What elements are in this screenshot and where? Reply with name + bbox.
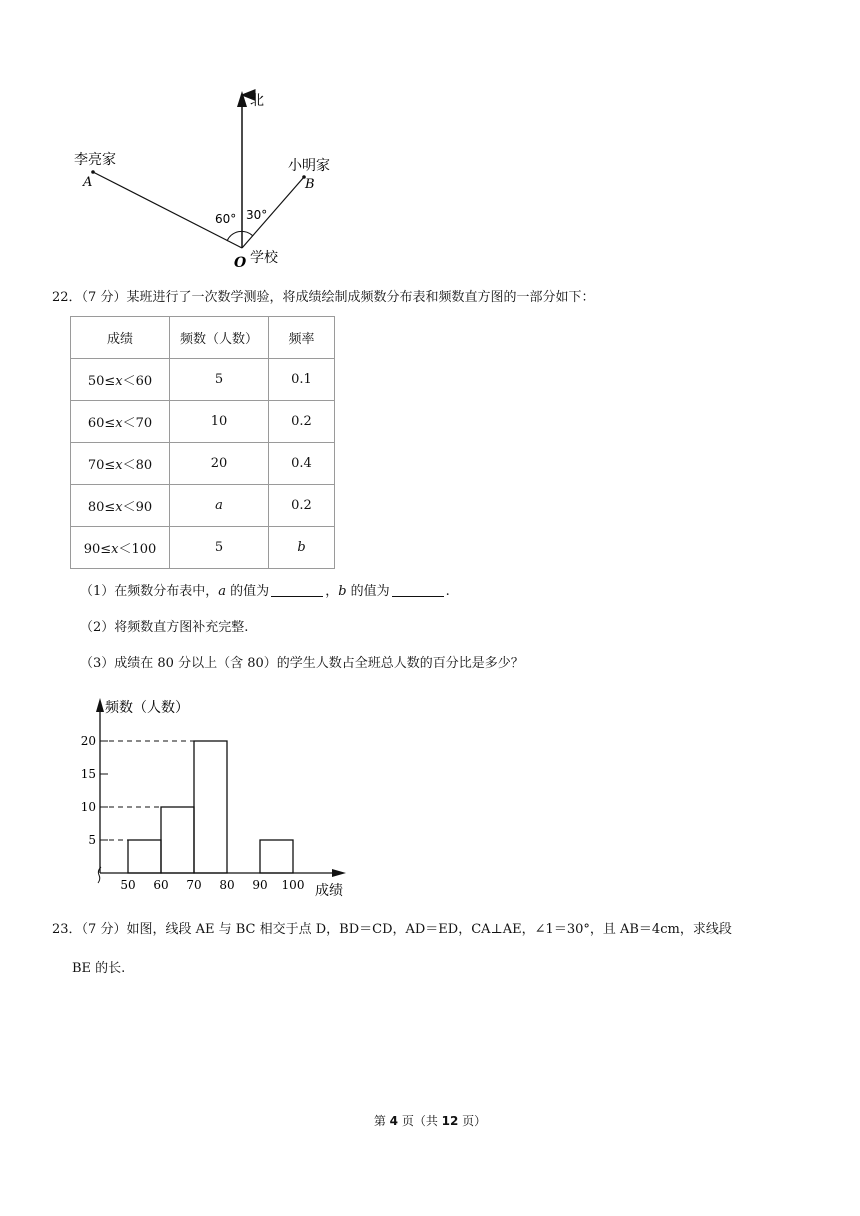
freq-cell: b	[269, 527, 335, 569]
a-house-label: 李亮家	[74, 152, 116, 168]
range-high: ＜100	[118, 542, 157, 557]
table-row	[71, 401, 335, 443]
angle-a-label: 60°	[215, 212, 237, 226]
range-low: 60≤	[87, 416, 116, 431]
q23-line1: 23．（7 分）如图，线段 AE 与 BC 相交于点 D，BD＝CD，AD＝ED，CA⊥AE，∠1＝30°，且 AB＝4cm，求线段	[52, 922, 732, 937]
y-tick-label: 20	[80, 734, 96, 748]
count-cell: 20	[170, 443, 269, 485]
page-footer	[0, 1112, 860, 1129]
range-high: ＜60	[122, 374, 153, 389]
x-tick-label: 90	[252, 878, 268, 892]
freq-cell: 0.2	[269, 401, 335, 443]
sub1-text: ，	[325, 584, 339, 599]
sub1-var-a: a	[218, 584, 227, 599]
table-row	[71, 527, 335, 569]
q22-sub2: （2）将频数直方图补充完整.	[80, 620, 249, 635]
y-tick-label: 5	[88, 833, 96, 847]
page-total: 12	[441, 1114, 459, 1128]
range-cell	[71, 443, 170, 485]
table-row	[71, 359, 335, 401]
header-count: 频数（人数）	[170, 317, 269, 359]
q22-stem: 22．（7 分）某班进行了一次数学测验，将成绩绘制成频数分布表和频数直方图的一部分如下：	[52, 290, 595, 305]
freq-cell: 0.2	[269, 485, 335, 527]
range-cell	[71, 401, 170, 443]
page-number: 4	[389, 1114, 398, 1128]
x-tick-label: 80	[219, 878, 235, 892]
angle-b-label: 30°	[246, 208, 268, 222]
y-axis-arrowhead	[96, 698, 104, 712]
range-var: x	[115, 500, 123, 515]
range-high: ＜90	[122, 500, 153, 515]
footer-text: 页）	[458, 1114, 487, 1128]
sub1-text: 的值为	[346, 584, 390, 599]
ray-oa	[93, 172, 242, 248]
sub1-text: 的值为	[226, 584, 270, 599]
histogram-bar	[128, 840, 161, 873]
range-var: x	[115, 374, 123, 389]
table-row	[71, 485, 335, 527]
range-var: x	[115, 416, 123, 431]
sub1-text: .	[445, 584, 450, 599]
range-high: ＜80	[122, 458, 153, 473]
north-label: 北	[250, 93, 264, 109]
q22-sub1	[80, 582, 450, 601]
histogram-bar	[260, 840, 293, 873]
q23-line2: BE 的长.	[72, 961, 126, 976]
header-score: 成绩	[71, 317, 170, 359]
table-header-row	[71, 317, 335, 359]
north-arrowhead	[237, 91, 247, 107]
range-low: 70≤	[87, 458, 116, 473]
x-tick-label: 70	[186, 878, 202, 892]
range-var: x	[111, 542, 119, 557]
x-tick-label: 60	[153, 878, 169, 892]
histogram-bar	[194, 741, 227, 873]
q22-sub3: （3）成绩在 80 分以上（含 80）的学生人数占全班总人数的百分比是多少？	[80, 656, 524, 671]
y-tick-label: 10	[80, 800, 96, 814]
y-axis-label: 频数（人数）	[105, 700, 189, 716]
range-low: 50≤	[87, 374, 116, 389]
count-cell: 5	[170, 527, 269, 569]
freq-cell: 0.4	[269, 443, 335, 485]
x-axis-label: 成绩	[315, 883, 343, 899]
x-tick-label: 50	[120, 878, 136, 892]
count-cell: a	[170, 485, 269, 527]
b-letter: B	[305, 177, 315, 192]
b-house-label: 小明家	[288, 158, 330, 174]
range-high: ＜70	[122, 416, 153, 431]
answer-blank-b[interactable]	[392, 582, 444, 597]
range-low: 90≤	[83, 542, 112, 557]
range-cell	[71, 527, 170, 569]
frequency-table	[70, 316, 335, 569]
school-label: 学校	[250, 250, 278, 266]
count-cell: 5	[170, 359, 269, 401]
freq-cell: 0.1	[269, 359, 335, 401]
header-frequency: 频率	[269, 317, 335, 359]
x-axis-arrowhead	[332, 869, 346, 877]
point-a	[91, 170, 95, 174]
count-cell: 10	[170, 401, 269, 443]
histogram-bar	[161, 807, 194, 873]
range-cell	[71, 485, 170, 527]
x-tick-label: 100	[281, 878, 305, 892]
table-row	[71, 443, 335, 485]
sub1-var-b: b	[338, 584, 347, 599]
range-low: 80≤	[87, 500, 116, 515]
range-cell	[71, 359, 170, 401]
a-letter: A	[83, 175, 93, 190]
frequency-histogram	[74, 690, 364, 900]
footer-text: 页（共	[398, 1114, 442, 1128]
sub1-text: （1）在频数分布表中，	[80, 584, 219, 599]
compass-diagram	[60, 85, 380, 275]
origin-letter: O	[234, 255, 247, 271]
range-var: x	[115, 458, 123, 473]
answer-blank-a[interactable]	[271, 582, 323, 597]
y-tick-label: 15	[80, 767, 96, 781]
footer-text: 第	[373, 1114, 390, 1128]
